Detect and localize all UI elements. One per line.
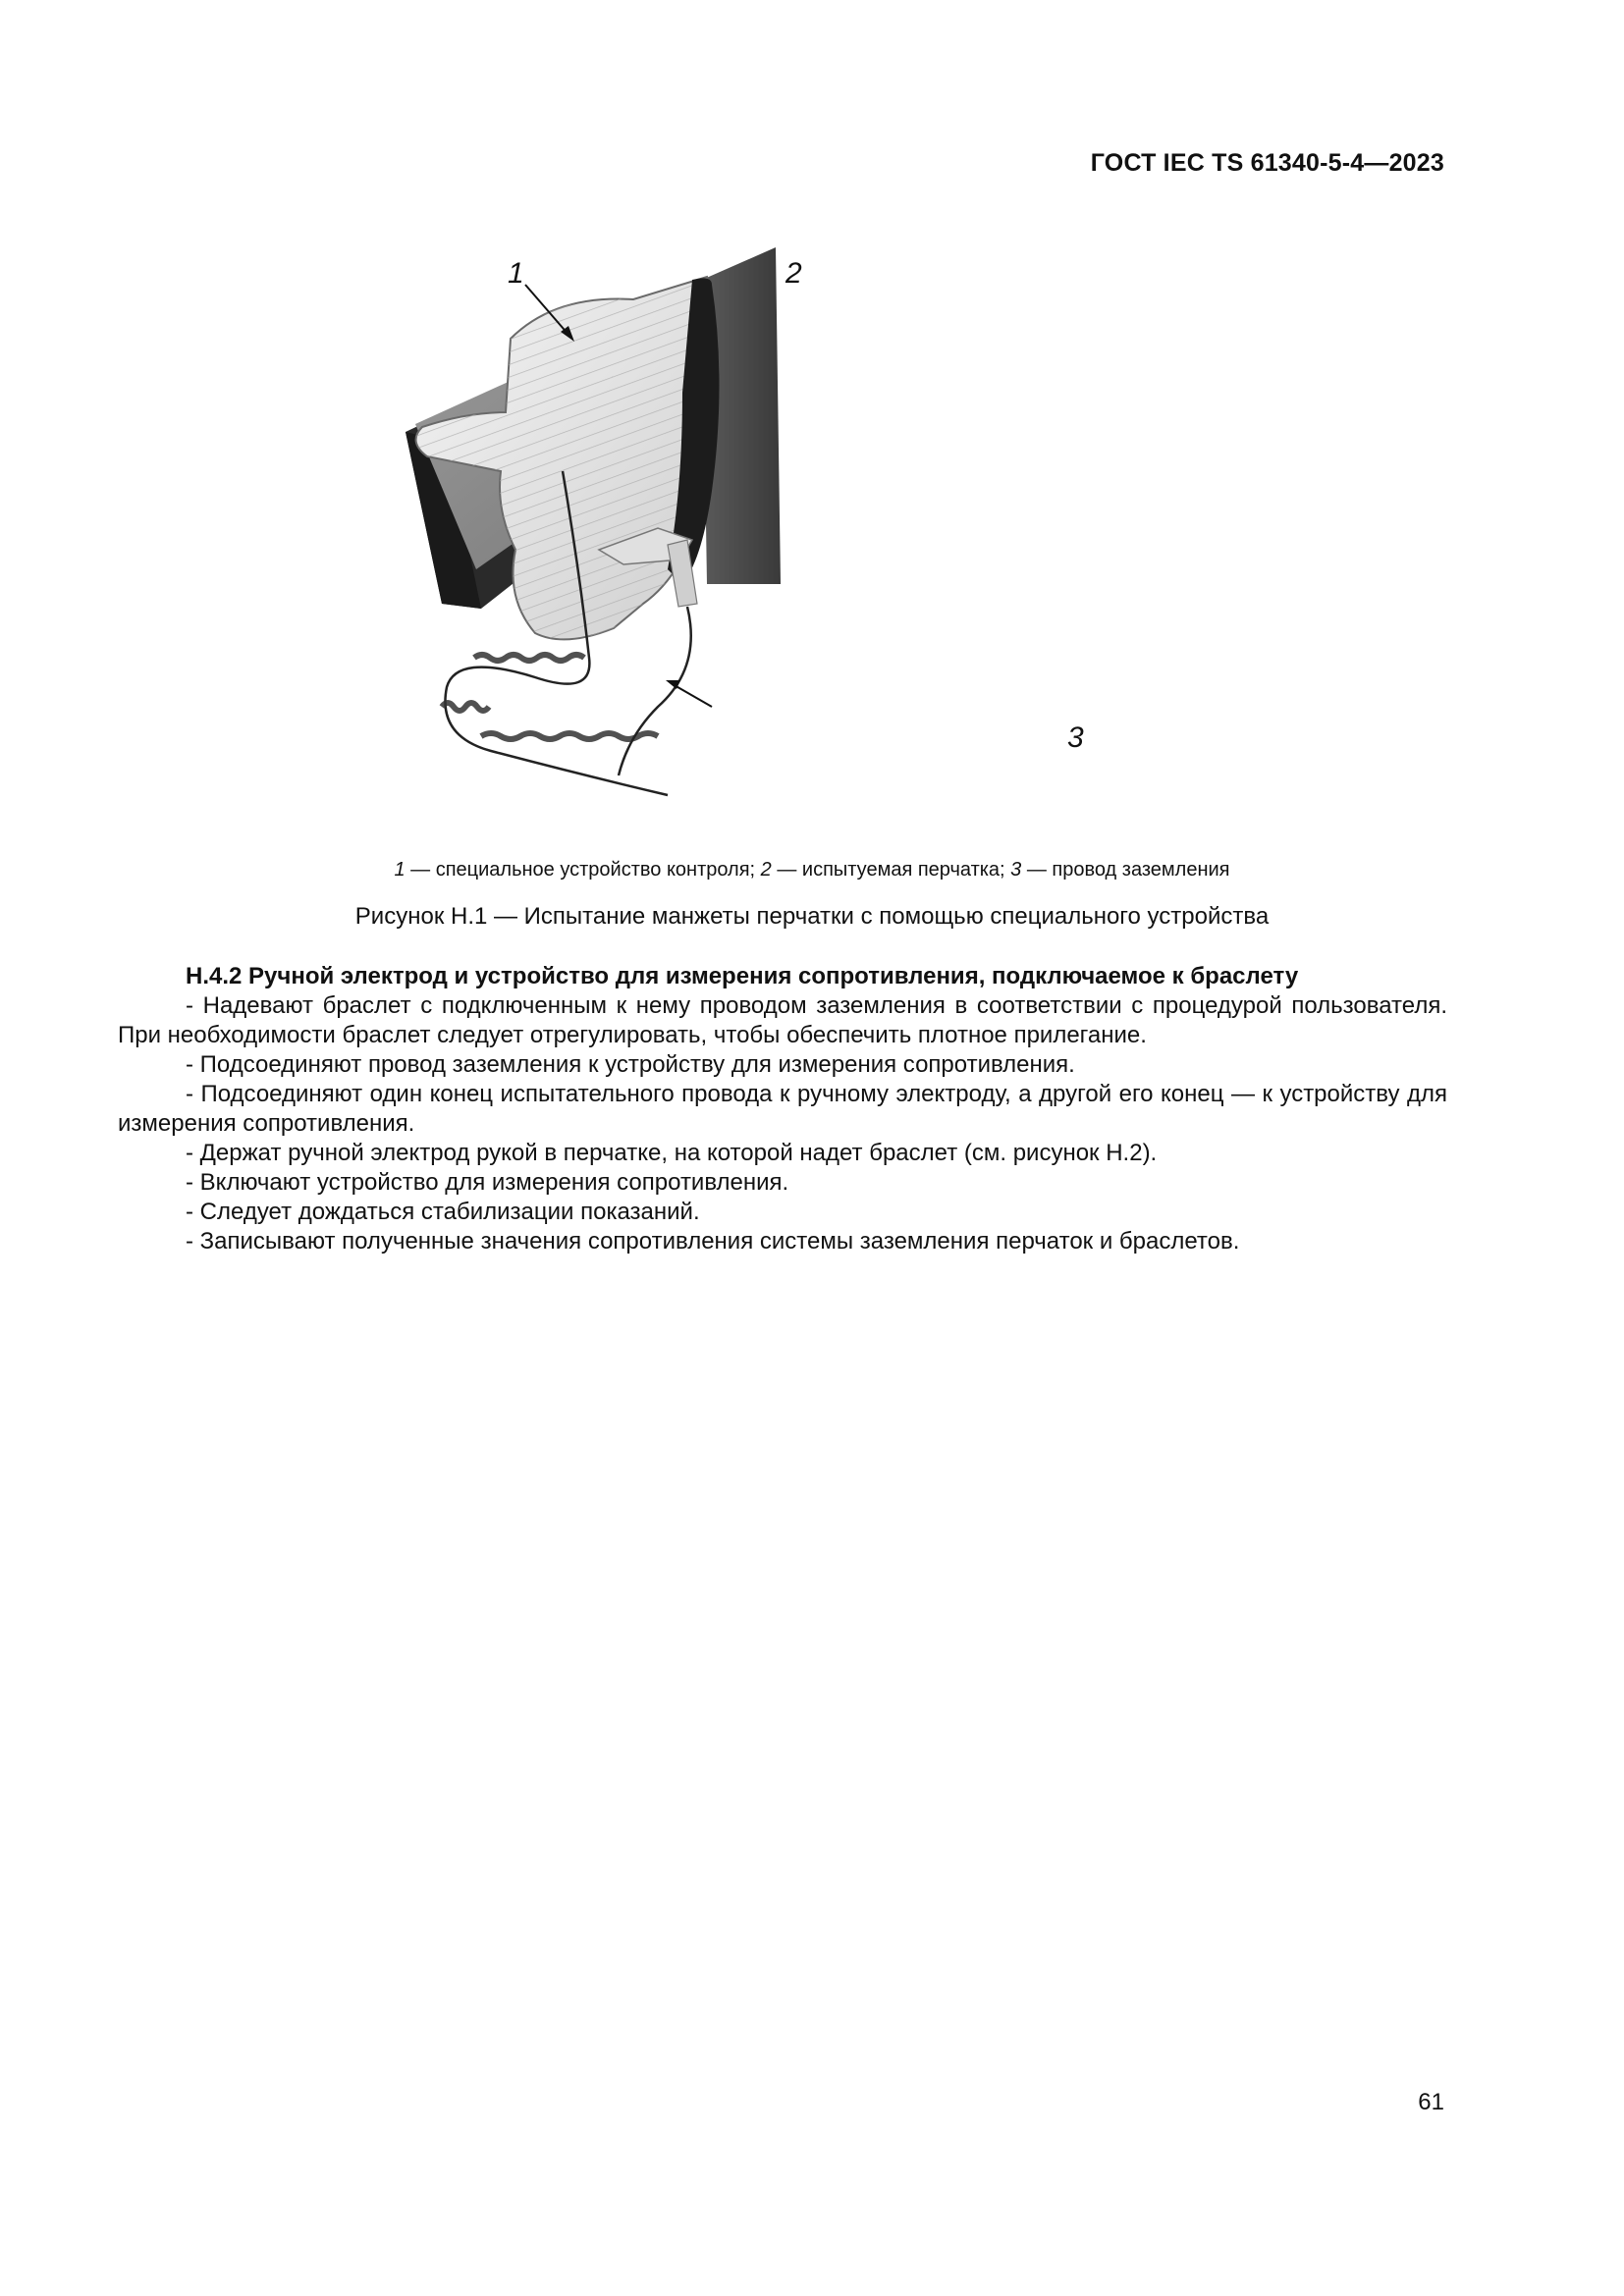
callout-2: 2 (785, 257, 802, 290)
page-number: 61 (1418, 2089, 1444, 2115)
list-item: - Включают устройство для измерения сопротивления. (186, 1169, 789, 1196)
legend-num-1: 1 (394, 859, 406, 881)
list-item: - Записывают полученные значения сопротивления системы заземления перчаток и браслетов. (186, 1228, 1240, 1255)
section-body (118, 962, 1447, 1256)
legend-text-3: — провод заземления (1021, 859, 1230, 881)
list-item: - Держат ручной электрод рукой в перчатке, на которой надет браслет (см. рисунок Н.2). (186, 1140, 1158, 1166)
list-item: - Подсоединяют провод заземления к устройству для измерения сопротивления. (186, 1051, 1075, 1078)
list-item: - Надевают браслет с подключенным к нему проводом заземления в соответствии с процедурой пользователя. При необходимости браслет следует отрегулировать, чтобы обеспечить плотное прилегание. (118, 992, 1447, 1048)
list-item: - Подсоединяют один конец испытательного провода к ручному электроду, а другой его конец — к устройству для измерения сопротивления. (118, 1081, 1447, 1137)
callout-1: 1 (508, 257, 524, 290)
legend-num-2: 2 (760, 859, 772, 881)
legend-text-2: — испытуемая перчатка; (771, 859, 1011, 881)
section-heading: Н.4.2 Ручной электрод и устройство для измерения сопротивления, подключаемое к браслету (186, 963, 1299, 989)
figure-caption: Рисунок Н.1 — Испытание манжеты перчатки с помощью специального устройства (354, 903, 1270, 930)
legend-num-3: 3 (1010, 859, 1022, 881)
document-code: ГОСТ IEC TS 61340-5-4—2023 (1090, 149, 1444, 177)
callout-3: 3 (1067, 721, 1084, 754)
list-item: - Следует дождаться стабилизации показаний. (186, 1199, 700, 1225)
legend-text-1: — специальное устройство контроля; (405, 859, 761, 881)
figure-legend (0, 859, 1624, 881)
